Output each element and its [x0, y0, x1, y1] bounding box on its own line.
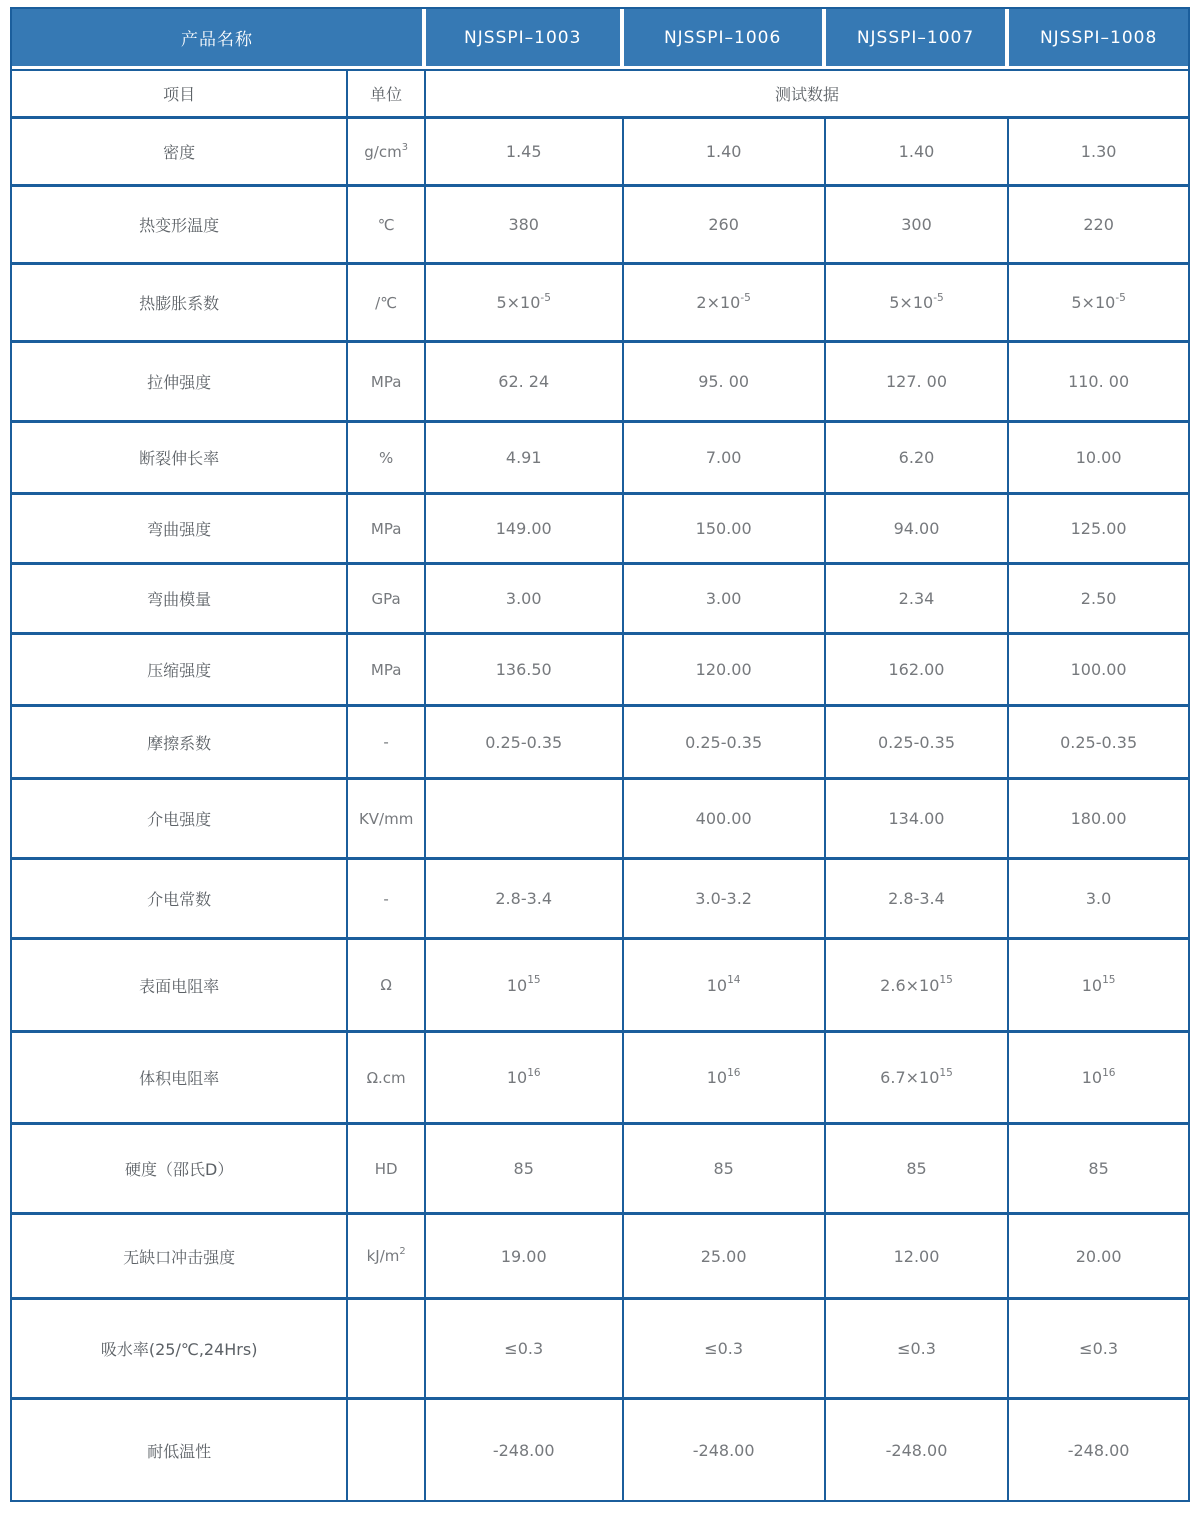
value-cell: -248.00 [826, 1400, 1009, 1500]
value-cell: 85 [426, 1125, 624, 1215]
spec-row [12, 1125, 1188, 1215]
spec-row [12, 1215, 1188, 1300]
product-spec-table-wrap [10, 7, 1190, 1502]
corner-product-name-header: 产品名称 [12, 9, 426, 69]
value-cell: ≤0.3 [826, 1300, 1009, 1400]
value-cell: $10^{16}$ [1009, 1033, 1188, 1125]
spec-row [12, 423, 1188, 495]
product-spec-table [12, 9, 1188, 1500]
value-cell: 0.25-0.35 [1009, 707, 1188, 780]
unit-cell: % [348, 423, 426, 495]
value-cell: ≤0.3 [1009, 1300, 1188, 1400]
unit-cell: Ω [348, 940, 426, 1033]
value-cell: $5\times 10^{-5}$ [1009, 265, 1188, 343]
value-cell: 1.40 [624, 119, 826, 187]
value-cell: 300 [826, 187, 1009, 265]
value-cell: 380 [426, 187, 624, 265]
value-cell: $10^{16}$ [624, 1033, 826, 1125]
value-cell: 85 [826, 1125, 1009, 1215]
value-cell: $10^{14}$ [624, 940, 826, 1033]
value-cell: 2.8-3.4 [426, 860, 624, 940]
item-header-cell: 项目 [12, 69, 348, 119]
value-cell: 2.34 [826, 565, 1009, 635]
unit-cell: Ω.cm [348, 1033, 426, 1125]
value-cell: 12.00 [826, 1215, 1009, 1300]
item-label-cell: 介电常数 [12, 860, 348, 940]
unit-cell [348, 1400, 426, 1500]
value-cell [426, 780, 624, 860]
value-cell: $5\times 10^{-5}$ [826, 265, 1009, 343]
value-cell: 1.30 [1009, 119, 1188, 187]
spec-row [12, 187, 1188, 265]
unit-cell: $g/cm^3$ [348, 119, 426, 187]
value-cell: 3.0-3.2 [624, 860, 826, 940]
value-cell: 125.00 [1009, 495, 1188, 565]
value-cell: 136.50 [426, 635, 624, 707]
value-cell: 0.25-0.35 [826, 707, 1009, 780]
item-label-cell: 摩擦系数 [12, 707, 348, 780]
unit-cell: - [348, 860, 426, 940]
value-cell: $2.6\times 10^{15}$ [826, 940, 1009, 1033]
item-label-cell: 热变形温度 [12, 187, 348, 265]
unit-cell: - [348, 707, 426, 780]
item-label-cell: 密度 [12, 119, 348, 187]
item-label-cell: 硬度（邵氏D） [12, 1125, 348, 1215]
spec-row [12, 565, 1188, 635]
item-label-cell: 弯曲强度 [12, 495, 348, 565]
spec-row [12, 1400, 1188, 1500]
spec-row [12, 780, 1188, 860]
item-label-cell: 体积电阻率 [12, 1033, 348, 1125]
value-cell: 0.25-0.35 [624, 707, 826, 780]
item-label-cell: 无缺口冲击强度 [12, 1215, 348, 1300]
unit-cell [348, 1300, 426, 1400]
value-cell: 1.40 [826, 119, 1009, 187]
unit-cell: MPa [348, 343, 426, 423]
item-label-cell: 弯曲模量 [12, 565, 348, 635]
value-cell: 134.00 [826, 780, 1009, 860]
value-cell: 220 [1009, 187, 1188, 265]
item-label-cell: 热膨胀系数 [12, 265, 348, 343]
value-cell: 100.00 [1009, 635, 1188, 707]
value-cell: 3.0 [1009, 860, 1188, 940]
value-cell: 149.00 [426, 495, 624, 565]
spec-row [12, 635, 1188, 707]
item-label-cell: 拉伸强度 [12, 343, 348, 423]
item-label-cell: 压缩强度 [12, 635, 348, 707]
item-label-cell: 表面电阻率 [12, 940, 348, 1033]
spec-row [12, 119, 1188, 187]
value-cell: 150.00 [624, 495, 826, 565]
value-cell: 1.45 [426, 119, 624, 187]
unit-header-cell: 单位 [348, 69, 426, 119]
value-cell: 180.00 [1009, 780, 1188, 860]
value-cell: 2.50 [1009, 565, 1188, 635]
value-cell: 62. 24 [426, 343, 624, 423]
unit-cell: KV/mm [348, 780, 426, 860]
product-column-header-1007: NJSSPI–1007 [826, 9, 1009, 69]
spec-row [12, 707, 1188, 780]
product-column-header-1006: NJSSPI–1006 [624, 9, 826, 69]
value-cell: 3.00 [624, 565, 826, 635]
subheader-row [12, 69, 1188, 119]
value-cell: 0.25-0.35 [426, 707, 624, 780]
value-cell: 25.00 [624, 1215, 826, 1300]
item-label-cell: 介电强度 [12, 780, 348, 860]
product-header-row [12, 9, 1188, 69]
value-cell: ≤0.3 [624, 1300, 826, 1400]
spec-row [12, 1033, 1188, 1125]
test-data-header-cell: 测试数据 [426, 69, 1188, 119]
unit-cell: HD [348, 1125, 426, 1215]
spec-row [12, 1300, 1188, 1400]
spec-row [12, 940, 1188, 1033]
value-cell: $2\times 10^{-5}$ [624, 265, 826, 343]
value-cell: 127. 00 [826, 343, 1009, 423]
value-cell: 120.00 [624, 635, 826, 707]
value-cell: 19.00 [426, 1215, 624, 1300]
value-cell: 162.00 [826, 635, 1009, 707]
unit-cell: MPa [348, 635, 426, 707]
value-cell: -248.00 [624, 1400, 826, 1500]
spec-row [12, 860, 1188, 940]
value-cell: 4.91 [426, 423, 624, 495]
value-cell: $10^{15}$ [426, 940, 624, 1033]
value-cell: 2.8-3.4 [826, 860, 1009, 940]
value-cell: 95. 00 [624, 343, 826, 423]
value-cell: $5\times 10^{-5}$ [426, 265, 624, 343]
value-cell: -248.00 [426, 1400, 624, 1500]
unit-cell: MPa [348, 495, 426, 565]
spec-row [12, 495, 1188, 565]
product-column-header-1003: NJSSPI–1003 [426, 9, 624, 69]
value-cell: $10^{16}$ [426, 1033, 624, 1125]
value-cell: 85 [624, 1125, 826, 1215]
value-cell: 110. 00 [1009, 343, 1188, 423]
unit-cell: /℃ [348, 265, 426, 343]
value-cell: -248.00 [1067, 1440, 1130, 1460]
value-cell: $10^{15}$ [1009, 940, 1188, 1033]
value-cell: 7.00 [624, 423, 826, 495]
product-column-header-1008: NJSSPI–1008 [1009, 9, 1188, 69]
unit-cell: $kJ/m^2$ [348, 1215, 426, 1300]
spec-row [12, 265, 1188, 343]
value-cell: 94.00 [826, 495, 1009, 565]
unit-cell: GPa [348, 565, 426, 635]
value-cell: 3.00 [426, 565, 624, 635]
value-cell: 85 [1009, 1125, 1188, 1215]
value-cell: ≤0.3 [426, 1300, 624, 1400]
item-label-cell: 吸水率(25/℃,24Hrs) [12, 1300, 348, 1400]
value-cell: $6.7\times 10^{15}$ [826, 1033, 1009, 1125]
value-cell: 260 [624, 187, 826, 265]
value-cell: 20.00 [1009, 1215, 1188, 1300]
unit-cell: ℃ [348, 187, 426, 265]
value-cell: 400.00 [624, 780, 826, 860]
value-cell: 10.00 [1009, 423, 1188, 495]
value-cell: 6.20 [826, 423, 1009, 495]
item-label-cell: 耐低温性 [12, 1400, 348, 1500]
item-label-cell: 断裂伸长率 [12, 423, 348, 495]
spec-row [12, 343, 1188, 423]
